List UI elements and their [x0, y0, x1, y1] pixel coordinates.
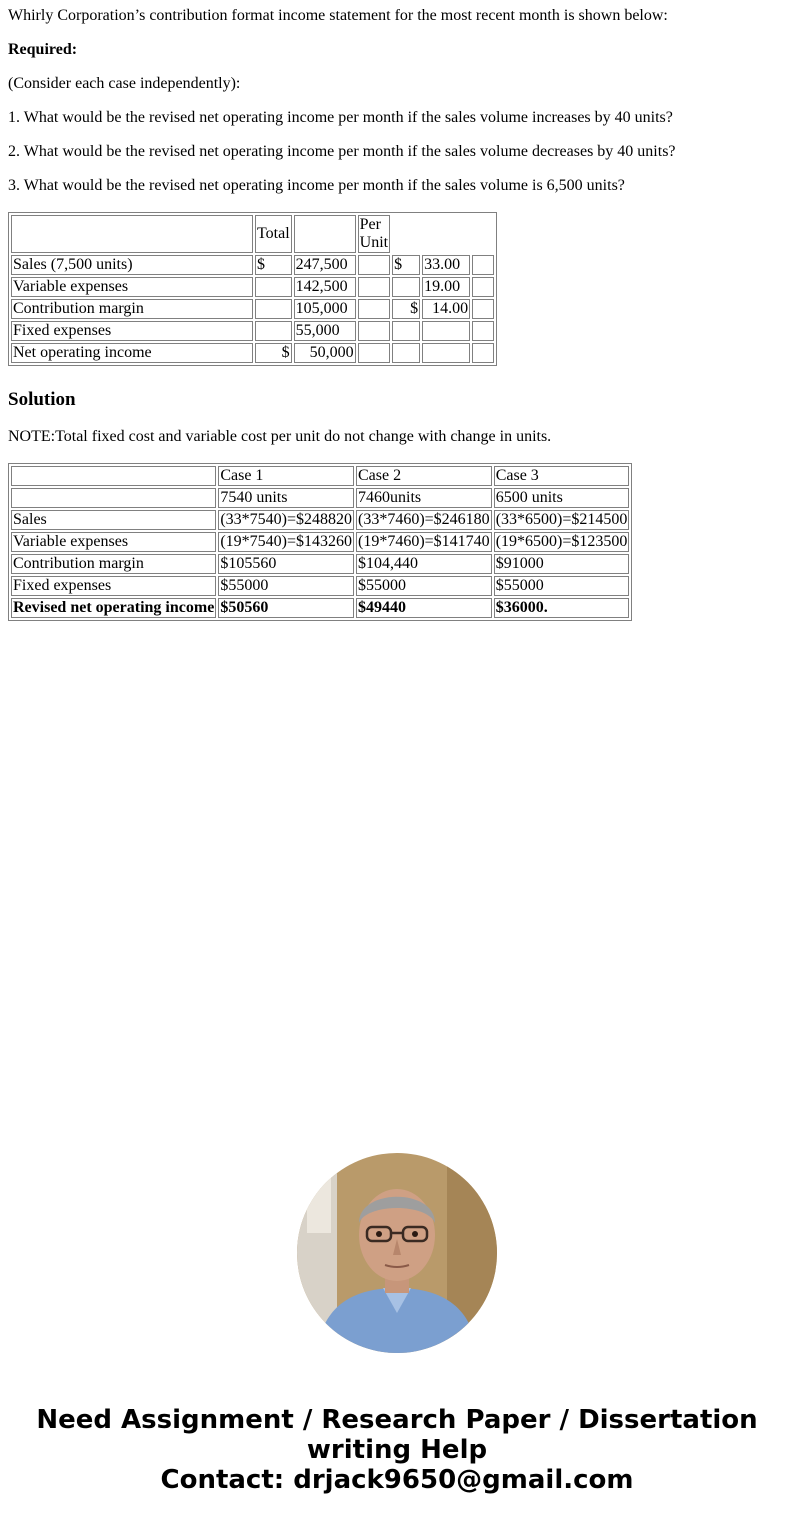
note-text: NOTE:Total fixed cost and variable cost per unit do not change with change in units.	[8, 428, 552, 445]
footer-banner	[0, 1405, 794, 1495]
table-row: 7540 units 7460units 6500 units	[11, 488, 629, 508]
question-1: 1. What would be the revised net operating income per month if the sales volume increases by 40 units?	[8, 109, 673, 126]
intro-text: Whirly Corporation’s contribution format income statement for the most recent month is shown below:	[8, 7, 668, 24]
table-header-row: Case 1 Case 2 Case 3	[11, 466, 629, 486]
header-per-unit: Per Unit	[359, 216, 389, 251]
table-row: Contribution margin $105560 $104,440 $91000	[11, 554, 629, 574]
solution-table	[8, 463, 632, 621]
table-row: Net operating income $ 50,000	[11, 343, 494, 363]
table-row: Fixed expenses $55000 $55000 $55000	[11, 576, 629, 596]
table-header-row	[11, 215, 494, 253]
table-row: Variable expenses (19*7540)=$143260 (19*7460)=$141740 (19*6500)=$123500	[13, 533, 628, 550]
footer-contact: Contact: drjack9650@gmail.com	[160, 1465, 634, 1495]
question-2: 2. What would be the revised net operating income per month if the sales volume decreases by 40 units?	[8, 143, 676, 160]
table-row: Variable expenses 142,500 19.00	[11, 277, 494, 297]
table-row: Contribution margin 105,000 $ 14.00	[11, 299, 494, 319]
table-row: Sales (7,500 units) $ 247,500 $ 33.00	[11, 255, 494, 275]
solution-heading: Solution	[8, 389, 76, 410]
table-row-total: Revised net operating income $50560 $49440 $36000.	[11, 598, 629, 618]
footer-line-1: Need Assignment / Research Paper / Dissertation	[36, 1405, 758, 1435]
avatar-portrait	[297, 1153, 497, 1353]
income-statement-table	[8, 212, 497, 366]
question-3: 3. What would be the revised net operating income per month if the sales volume is 6,500 units?	[8, 177, 625, 194]
footer-line-2: writing Help	[306, 1435, 488, 1465]
table-row: Fixed expenses 55,000	[11, 321, 494, 341]
header-total: Total	[255, 215, 292, 253]
required-label: Required:	[8, 41, 78, 58]
table-row: Sales (33*7540)=$248820 (33*7460)=$246180 (33*6500)=$214500	[13, 511, 628, 528]
consider-text: (Consider each case independently):	[8, 75, 241, 92]
avatar	[297, 1153, 497, 1353]
